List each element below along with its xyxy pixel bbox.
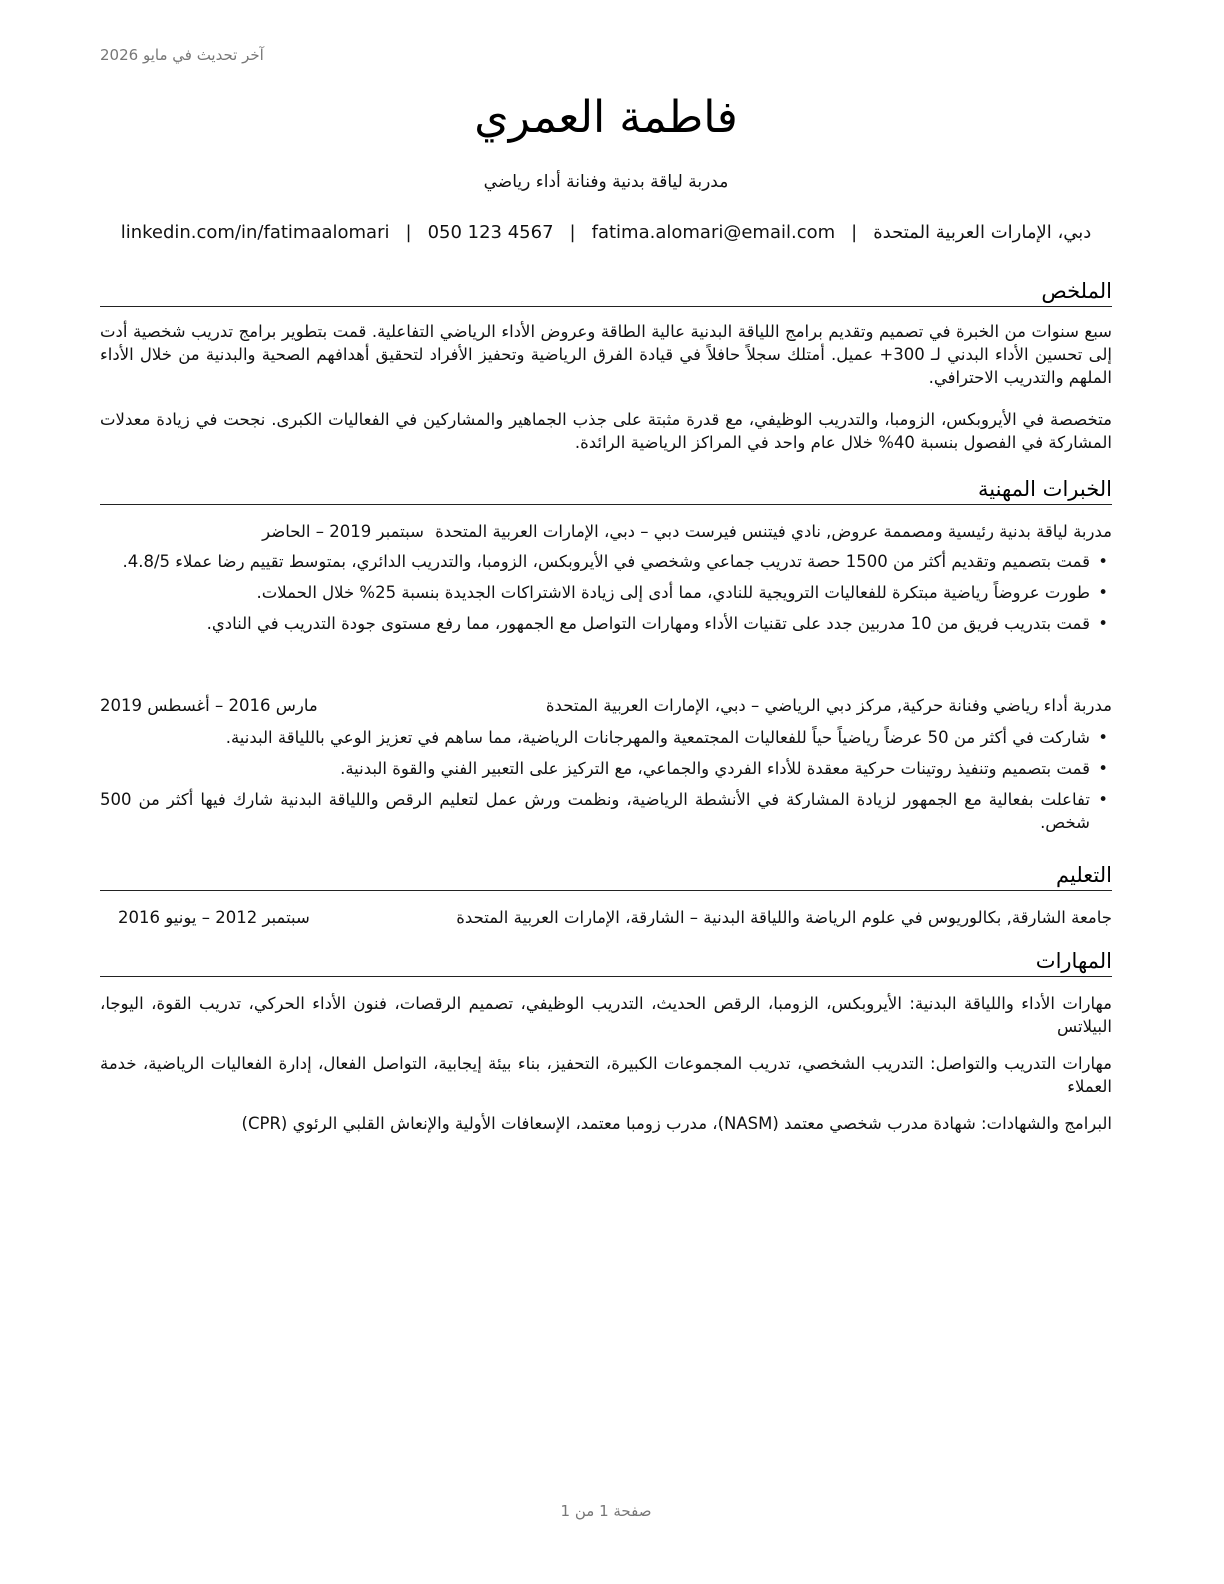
job-bullets bbox=[100, 550, 1112, 643]
job-role: مدربة لياقة بدنية رئيسية ومصممة عروض, نادي فيتنس فيرست دبي – دبي، الإمارات العربية المتحدة bbox=[435, 522, 1112, 541]
list-item: • تفاعلت بفعالية مع الجمهور لزيادة المشاركة في الأنشطة الرياضية، ونظمت ورش عمل لتعليم الرقص واللياقة البدنية شارك فيها أكثر من 500 شخص. bbox=[100, 790, 1108, 832]
bullet-text: تفاعلت بفعالية مع الجمهور لزيادة المشاركة في الأنشطة الرياضية، ونظمت ورش عمل لتعليم الرقص واللياقة البدنية شارك فيها أكثر من 500 شخص. bbox=[100, 790, 1090, 832]
list-item: • قمت بتدريب فريق من 10 مدربين جدد على تقنيات الأداء ومهارات التواصل مع الجمهور، مما رفع مستوى جودة التدريب في النادي. bbox=[206, 614, 1108, 633]
section-title-experience: الخبرات المهنية bbox=[100, 474, 1112, 505]
skill-line: البرامج والشهادات: شهادة مدرب شخصي معتمد (NASM)، مدرب زومبا معتمد، الإسعافات الأولية والإنعاش القلبي الرئوي (CPR) bbox=[241, 1114, 1112, 1133]
education-entry bbox=[100, 906, 1112, 929]
contact-separator: | bbox=[569, 222, 576, 243]
skill-line: مهارات التدريب والتواصل: التدريب الشخصي، تدريب المجموعات الكبيرة، التحفيز، بناء بيئة إيجابية، التواصل الفعال، إدارة الفعاليات الرياضية، خدمة العملاء bbox=[100, 1054, 1112, 1096]
list-item: • قمت بتصميم وتقديم أكثر من 1500 حصة تدريب جماعي وشخصي في الأيروبكس، الزومبا، والتدريب الدائري، بمتوسط تقييم رضا عملاء 4.8/5. bbox=[122, 552, 1108, 571]
job-bullets bbox=[100, 726, 1112, 842]
bullet-text: قمت بتصميم وتنفيذ روتينات حركية معقدة للأداء الفردي والجماعي، مع التركيز على التعبير الفني والقوة البدنية. bbox=[340, 759, 1090, 778]
skill-line: مهارات الأداء واللياقة البدنية: الأيروبكس، الزومبا، الرقص الحديث، التدريب الوظيفي، تصميم الرقصات، فنون الأداء الحركي، تدريب القوة، اليوجا، البيلاتس bbox=[100, 994, 1112, 1036]
contact-separator: | bbox=[851, 222, 858, 243]
summary-paragraph: سبع سنوات من الخبرة في تصميم وتقديم برامج اللياقة البدنية عالية الطاقة وعروض الأداء الرياضي التفاعلية. قمت بتطوير برامج تدريب شخصية أدت إلى تحسين الأداء البدني لـ 300+ عميل. أمتلك سجلاً حافلاً في قيادة الفرق الرياضية وتحفيز الأفراد لتحقيق أهدافهم الصحية والبدنية من خلال الأداء الملهم والتدريب الاحترافي. bbox=[100, 322, 1112, 387]
contact-phone[interactable]: 050 123 4567 bbox=[427, 222, 554, 243]
education-text: جامعة الشارقة, بكالوريوس في علوم الرياضة واللياقة البدنية – الشارقة، الإمارات العربية المتحدة bbox=[456, 908, 1112, 927]
candidate-title: مدربة لياقة بدنية وفنانة أداء رياضي bbox=[483, 172, 729, 192]
contact-email[interactable]: fatima.alomari@email.com bbox=[591, 222, 836, 243]
page-number: صفحة 1 من 1 bbox=[560, 1502, 652, 1520]
contact-line bbox=[100, 222, 1112, 243]
bullet-text: طورت عروضاً رياضية مبتكرة للفعاليات الترويجية للنادي، مما أدى إلى زيادة الاشتراكات الجديدة بنسبة 25% خلال الحملات. bbox=[256, 583, 1090, 602]
contact-location: دبي، الإمارات العربية المتحدة bbox=[873, 222, 1092, 243]
list-item: • شاركت في أكثر من 50 عرضاً رياضياً حياً للفعاليات المجتمعية والمهرجانات الرياضية، مما ساهم في تعزيز الوعي باللياقة البدنية. bbox=[225, 728, 1108, 747]
contact-separator: | bbox=[405, 222, 412, 243]
list-item: • طورت عروضاً رياضية مبتكرة للفعاليات الترويجية للنادي، مما أدى إلى زيادة الاشتراكات الجديدة بنسبة 25% خلال الحملات. bbox=[256, 583, 1108, 602]
job-header bbox=[100, 694, 1112, 717]
job-header bbox=[100, 520, 1112, 543]
section-title-summary: الملخص bbox=[100, 276, 1112, 307]
section-title-education: التعليم bbox=[100, 860, 1112, 891]
job-dates: مارس 2016 – أغسطس 2019 bbox=[100, 696, 318, 715]
bullet-text: قمت بتصميم وتقديم أكثر من 1500 حصة تدريب جماعي وشخصي في الأيروبكس، الزومبا، والتدريب الدائري، بمتوسط تقييم رضا عملاء 4.8/5. bbox=[122, 552, 1090, 571]
last-updated: آخر تحديث في مايو 2026 bbox=[100, 46, 264, 64]
resume-page bbox=[100, 0, 1112, 1584]
section-title-skills: المهارات bbox=[100, 946, 1112, 977]
bullet-text: شاركت في أكثر من 50 عرضاً رياضياً حياً للفعاليات المجتمعية والمهرجانات الرياضية، مما ساهم في تعزيز الوعي باللياقة البدنية. bbox=[225, 728, 1090, 747]
summary-paragraph: متخصصة في الأيروبكس، الزومبا، والتدريب الوظيفي، مع قدرة مثبتة على جذب الجماهير والمشاركين في الفعاليات الكبرى. نجحت في زيادة معدلات المشاركة في الفصول بنسبة 40% خلال عام واحد في المراكز الرياضية الرائدة. bbox=[100, 410, 1112, 452]
job-role: مدربة أداء رياضي وفنانة حركية, مركز دبي الرياضي – دبي، الإمارات العربية المتحدة bbox=[545, 696, 1112, 715]
education-dates: سبتمبر 2012 – يونيو 2016 bbox=[118, 908, 310, 927]
list-item: • قمت بتصميم وتنفيذ روتينات حركية معقدة للأداء الفردي والجماعي، مع التركيز على التعبير الفني والقوة البدنية. bbox=[340, 759, 1108, 778]
bullet-text: قمت بتدريب فريق من 10 مدربين جدد على تقنيات الأداء ومهارات التواصل مع الجمهور، مما رفع مستوى جودة التدريب في النادي. bbox=[206, 614, 1090, 633]
job-dates: سبتمبر 2019 – الحاضر bbox=[262, 522, 424, 541]
candidate-name: فاطمة العمري bbox=[474, 92, 738, 143]
contact-linkedin[interactable]: linkedin.com/in/fatimaalomari bbox=[120, 222, 390, 243]
